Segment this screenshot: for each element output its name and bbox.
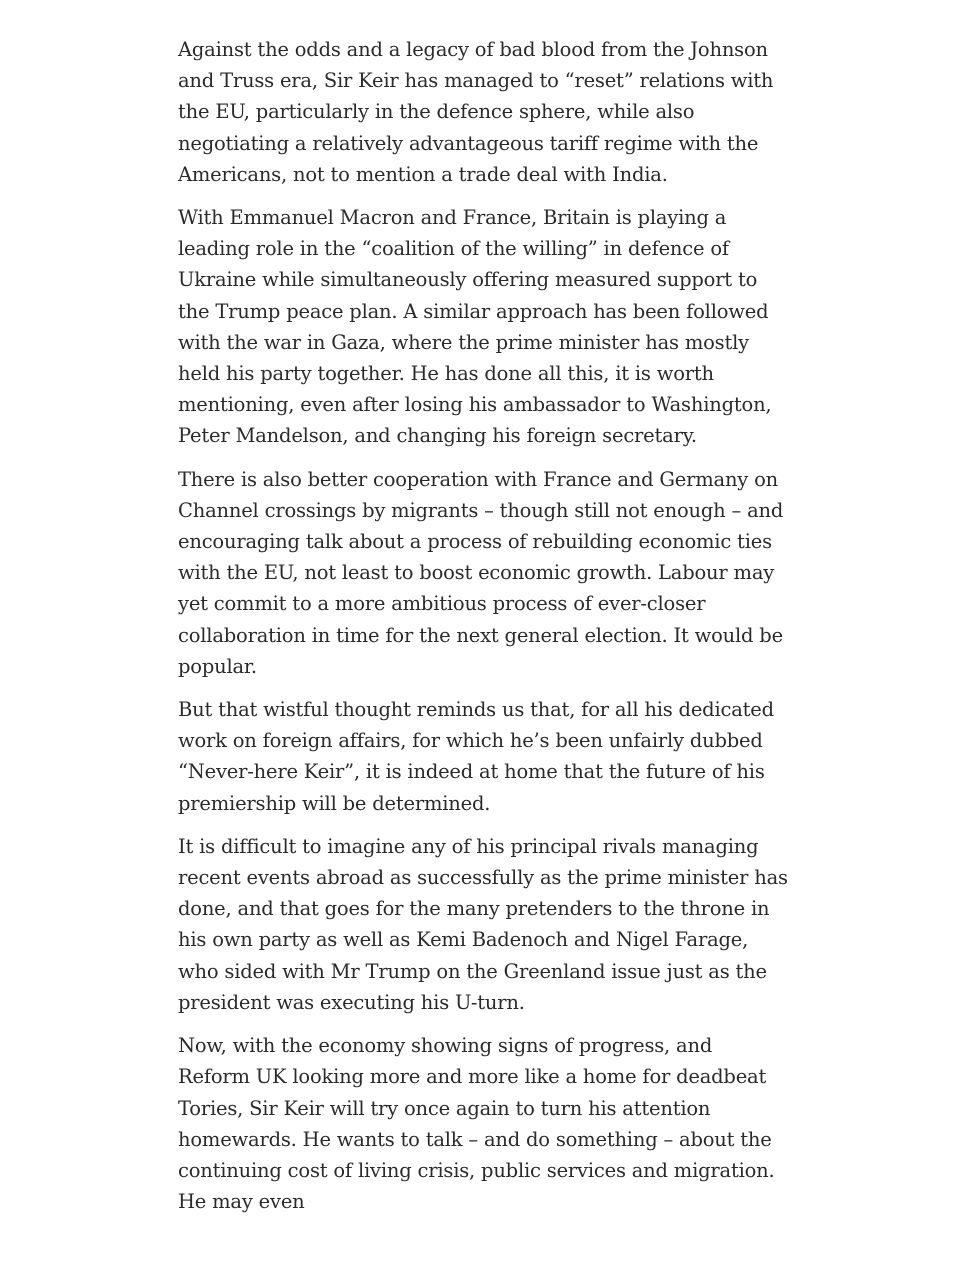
article-paragraph: Now, with the economy showing signs of progress, and Reform UK looking more and more like a home for deadbeat Tories, Sir Keir will try once again to turn his attention homewards. He wants to talk – and do something – about the continuing cost of living crisis, public services and migration. He may even (178, 1034, 775, 1214)
article-paragraph: There is also better cooperation with France and Germany on Channel crossings by migrants – though still not enough – and encouraging talk about a process of rebuilding economic ties with the EU, not least to boost economic growth. Labour may yet commit to a more ambitious process of ever-closer collaboration in time for the next general election. It would be popular. (178, 467, 784, 678)
article-paragraph: But that wistful thought reminds us that, for all his dedicated work on foreign affairs, for which he’s been unfairly dubbed “Never-here Keir”, it is indeed at home that the future of his premiership will be determined. (178, 698, 774, 815)
article-paragraph: It is difficult to imagine any of his principal rivals managing recent events abroad as successfully as the prime minister has done, and that goes for the many pretenders to the throne in his own party as well as Kemi Badenoch and Nigel Farage, who sided with Mr Trump on the Greenland issue just as the president was executing his U-turn. (178, 834, 788, 1014)
article-paragraph: Against the odds and a legacy of bad blood from the Johnson and Truss era, Sir Keir has managed to “reset” relations with the EU, particularly in the defence sphere, while also negotiating a relatively advantageous tariff regime with the Americans, not to mention a trade deal with India. (178, 38, 774, 186)
article-body (178, 34, 788, 1229)
article-paragraph: With Emmanuel Macron and France, Britain is playing a leading role in the “coalition of the willing” in defence of Ukraine while simultaneously offering measured support to the Trump peace plan. A similar approach has been followed with the war in Gaza, where the prime minister has mostly held his party together. He has done all this, it is worth mentioning, even after losing his ambassador to Washington, Peter Mandelson, and changing his foreign secretary. (178, 206, 772, 448)
